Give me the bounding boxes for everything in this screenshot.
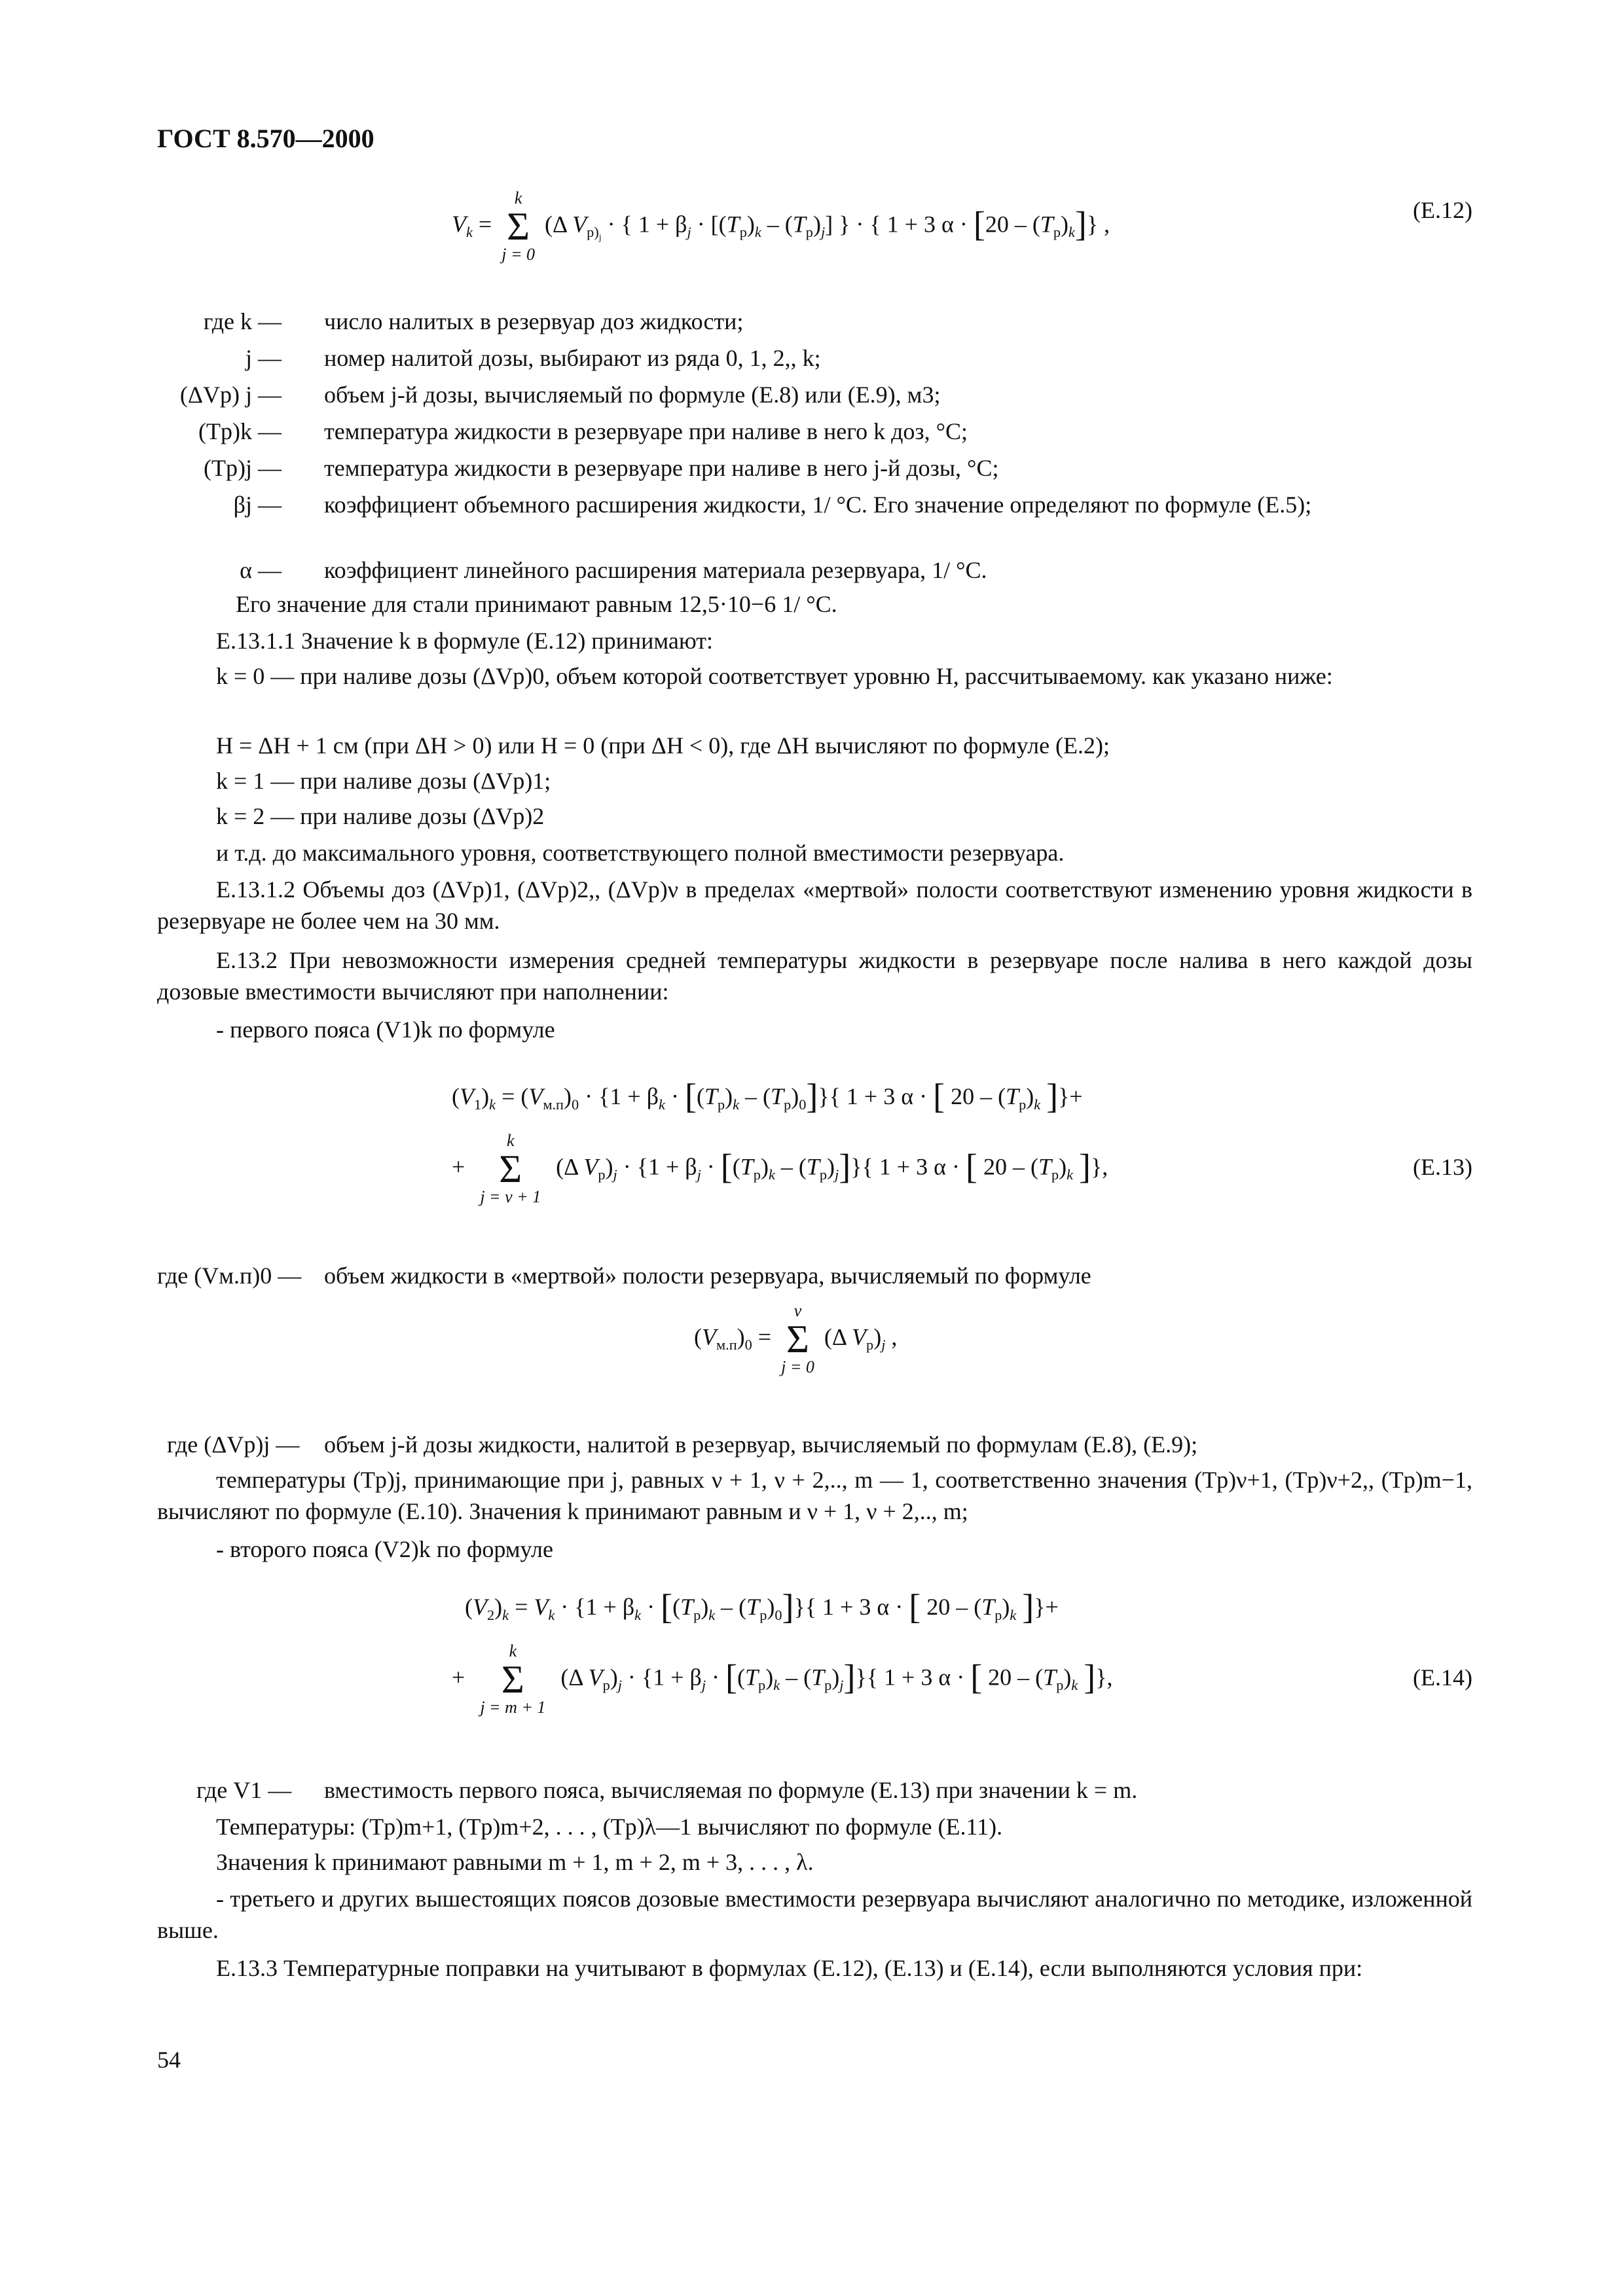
formula-e13: $(V_1)_k = (V_{м.п})_0 \cdot \{1 + \beta_k \cdot [(T_р)_k - (T_р)_0]\}${ 1 + 3 α · [ $20 - (T_р)_k$ ]}+ + k Σ j = ν + 1 (Δ $V_р)_j \cdot \{1 + \beta_j \cdot [(T_р)_k - (T_р)_j]\}${ 1 + 3 α · [ $20 - (T_р)_k$ ]}, (Е.13) xyxy=(452,1077,1472,1206)
paragraph-belt2: - второго пояса (V2)k по формуле xyxy=(216,1536,553,1562)
paragraph-e1312: Е.13.1.2 Объемы доз (ΔVр)1, (ΔVр)2,, (ΔVр)ν в пределах «мертвой» полости соответствуют изменению уровня жидкости в резервуаре не более чем на 30 мм. xyxy=(157,876,1472,934)
definition-term: (Tр)j — xyxy=(204,455,282,481)
equation-number-e12: (Е.12) xyxy=(1413,197,1472,223)
paragraph-e1311: Е.13.1.1 Значение k в формуле (Е.12) принимают: xyxy=(216,628,714,654)
equation-number-e14: (Е.14) xyxy=(1413,1664,1472,1691)
definition-term: βj — xyxy=(233,492,282,518)
paragraph-e133: Е.13.3 Температурные поправки на учитывают в формулах (Е.12), (Е.13) и (Е.14), если выполняются условия при: xyxy=(216,1955,1363,1981)
paragraph-e132: Е.13.2 При невозможности измерения средней температуры жидкости в резервуаре после налива в него каждой дозы дозовые вместимости вычисляют при наполнении: xyxy=(157,947,1472,1005)
paragraph-temperatures: температуры (Tр)j, принимающие при j, равных ν + 1, ν + 2,.., m — 1, соответственно значения (Tр)ν+1, (Tр)ν+2,, (Tр)m−1, вычисляют по формуле (Е.10). Значения k принимают равным и ν + 1, ν + 2,.., m; xyxy=(157,1467,1472,1524)
steel-coefficient-line: Его значение для стали принимают равным 12,5·10−6 1/ °С. xyxy=(236,591,837,617)
paragraph-etc: и т.д. до максимального уровня, соответствующего полной вместимости резервуара. xyxy=(216,840,1065,866)
paragraph-k-values: Значения k принимают равными m + 1, m + 2, m + 3, . . . , λ. xyxy=(216,1849,814,1875)
definition-term: (Tр)k — xyxy=(198,418,282,444)
equation-number-e13: (Е.13) xyxy=(1413,1154,1472,1180)
definition-text: вместимость первого пояса, вычисляемая по формуле (Е.13) при значении k = m. xyxy=(324,1777,1138,1803)
formula-e12: $V_k$ = k Σ j = 0 (Δ $V_{р)_j}$ · { $1 + \beta_j \cdot [(T_р)_k - (T_р)_j]$ } · { 1 + 3 $\alpha \cdot [20 - (T_р)_k]$} , (Е.12) xyxy=(452,188,1472,264)
definition-text: объем j-й дозы жидкости, налитой в резервуар, вычисляемый по формулам (Е.8), (Е.9); xyxy=(324,1431,1198,1458)
definition-term: j — xyxy=(245,345,282,371)
definition-text: коэффициент линейного расширения материала резервуара, 1/ °С. xyxy=(324,557,987,583)
definition-term: где V1 — xyxy=(196,1777,292,1803)
paragraph-third-belt: - третьего и других вышестоящих поясов дозовые вместимости резервуара вычисляют аналогично по методике, изложенной выше. xyxy=(157,1886,1472,1943)
formula-e14: $(V_2)_k = V_k \cdot \{1 + \beta_k \cdot [(T_р)_k - (T_р)_0]\}${ 1 + 3 α · [ $20 - (T_р)_k$ ]}+ + k Σ j = m + 1 (Δ $V_р)_j \cdot \{1 + \beta_j \cdot [(T_р)_k - (T_р)_j]\}${ 1 + 3 α · [ $20 - (T_р)_k$ ]}, (Е.14) xyxy=(452,1587,1472,1717)
definition-text: объем j-й дозы, вычисляемый по формуле (Е.8) или (Е.9), м3; xyxy=(324,382,941,408)
definition-text: число налитых в резервуар доз жидкости; xyxy=(324,308,744,334)
paragraph-temperatures-2: Температуры: (Tр)m+1, (Tр)m+2, . . . , (Tр)λ—1 вычисляют по формуле (Е.11). xyxy=(216,1814,1003,1840)
page-number: 54 xyxy=(157,2047,181,2073)
definition-text: коэффициент объемного расширения жидкости, 1/ °С. Его значение определяют по формуле (Е.5); xyxy=(324,492,1312,518)
definition-text: объем жидкости в «мертвой» полости резервуара, вычисляемый по формуле xyxy=(324,1263,1091,1289)
paragraph-belt1: - первого пояса (V1)k по формуле xyxy=(216,1016,555,1043)
definition-term: где (Vм.п)0 — xyxy=(157,1263,302,1289)
definition-text: номер налитой дозы, выбирают из ряда 0, 1, 2,, k; xyxy=(324,345,821,371)
definition-term: где k — xyxy=(203,308,282,334)
definition-text: температура жидкости в резервуаре при наливе в него k доз, °С; xyxy=(324,418,968,444)
definition-term: α — xyxy=(240,557,282,583)
document-header: ГОСТ 8.570—2000 xyxy=(157,124,374,153)
paragraph-k2: k = 2 — при наливе дозы (ΔVр)2 xyxy=(216,803,545,829)
paragraph-k0: k = 0 — при наливе дозы (ΔVр)0, объем которой соответствует уровню Н, рассчитываемому. как указано ниже: xyxy=(216,663,1333,689)
paragraph-k1: k = 1 — при наливе дозы (ΔVр)1; xyxy=(216,768,551,794)
paragraph-h: Н = ΔН + 1 см (при ΔН > 0) или Н = 0 (при ΔН < 0), где ΔН вычисляют по формуле (Е.2); xyxy=(216,732,1110,759)
definition-text: температура жидкости в резервуаре при наливе в него j-й дозы, °С; xyxy=(324,455,999,481)
definition-term: (ΔVр) j — xyxy=(179,382,282,408)
formula-dead-volume: $(V_{м.п})_0$ = ν Σ j = 0 (Δ $V_р)_j$ , xyxy=(694,1301,898,1376)
definition-term: где (ΔVр)j — xyxy=(167,1431,300,1458)
